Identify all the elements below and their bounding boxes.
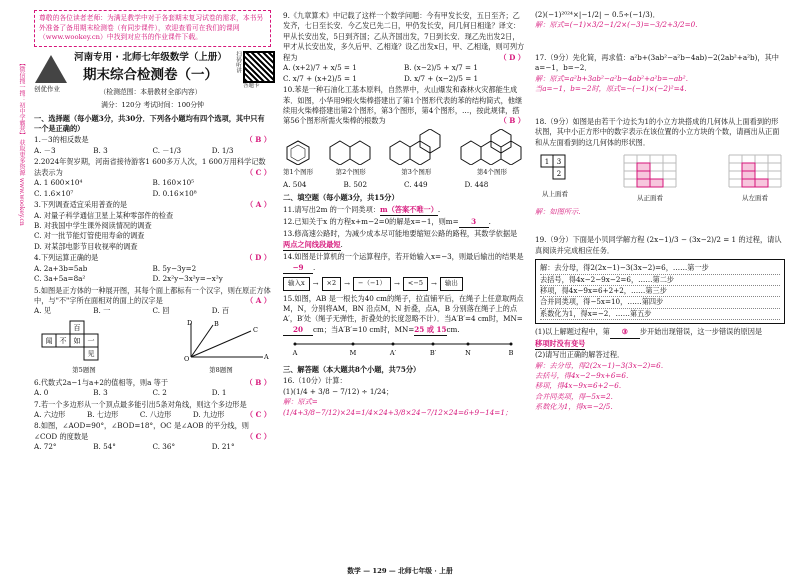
column-1 bbox=[34, 0, 271, 453]
fig-caption: 第3个图形 bbox=[401, 168, 432, 177]
option: D. 448 bbox=[464, 179, 489, 189]
question-18 bbox=[535, 117, 785, 218]
question-9: 9.《九章算术》中记载了这样一个数学问题：今有甲发长安，五日至齐；乙发齐，七日至长安．今乙发已先二日，甲仍发长安，问几何日相逢？译文：甲从长安出发，5日到齐国；乙从齐国出发，7日到长安．现乙先出发2日，甲才从长安出发，多久后甲、乙相逢？设乙出发x日，甲、乙相逢，则可列方程为 （ D ） A. (x+2)/7 + x/5 = 1 B. (x−2)/5 + x/7 = 1 C. x/7 + (x+2)/5 = 1 D. x/7 + (x−2)/5 = 1 bbox=[283, 11, 525, 83]
qr-side-label: 扫码听讲 bbox=[234, 50, 241, 73]
task-2: (2)请写出正确的解答过程． bbox=[535, 350, 625, 360]
flow-input: 输入x bbox=[283, 277, 310, 290]
option: C. 36° bbox=[152, 442, 176, 452]
option: C. －1/3 bbox=[152, 145, 182, 155]
option: B. 一 bbox=[93, 306, 111, 316]
option: C. x/7 + (x+2)/5 = 1 bbox=[283, 73, 357, 83]
option: D. 九边形 bbox=[192, 410, 225, 420]
q16-part-2: (2)(−1)²⁰²⁴×|−1/2| − 0.5÷(−1/3)． bbox=[535, 10, 660, 19]
answer: C bbox=[255, 431, 262, 441]
answer: B bbox=[255, 377, 262, 387]
stem: 10.苯是一种石油化工基本原料，自然界中，火山爆发和森林火灾都能生成苯．如图，小华用9根火柴棒搭建出了第1个图形代表的苯的结构简式，他继续用火柴棒搭建出第2个图形，第3个图形，第4个图形，…，按此规律，搭第56个图形所需火柴棒的根数为 bbox=[283, 85, 523, 126]
option: A. 见 bbox=[34, 306, 51, 316]
option: A. 504 bbox=[283, 179, 307, 189]
option: A. 1 600×10⁴ bbox=[34, 178, 83, 188]
part-1: (1)(1/4 + 3/8 − 7/12) ÷ 1/24； bbox=[283, 386, 394, 396]
option: B. 160×10⁵ bbox=[152, 178, 195, 188]
option: A. 72° bbox=[34, 442, 57, 452]
step: 系数化为1，得x=−2．……第五步 bbox=[540, 309, 780, 320]
step: 合并同类项，得−5x=10，……第四步 bbox=[540, 297, 780, 308]
section-1-heading: 一、选择题（每小题3分，共30分．下列各小题均有四个选项，其中只有一个是正确的） bbox=[34, 113, 265, 133]
cube-net-figure bbox=[34, 319, 134, 363]
answer: 移项时没有变号 bbox=[535, 339, 585, 350]
label-c: C bbox=[253, 325, 258, 334]
option: A. －3 bbox=[34, 145, 56, 155]
step: 解：去分母，得2(2x−1)−3(3x−2)=6，……第一步 bbox=[540, 263, 780, 274]
option: D. 百 bbox=[211, 306, 230, 316]
exam-meta: 满分：120分 考试时间：100分钟 bbox=[101, 100, 204, 109]
benzene-figures bbox=[283, 129, 525, 178]
point-label: N bbox=[465, 349, 471, 358]
view-caption: 从正面看 bbox=[637, 194, 663, 203]
qr-label: 答题卡 bbox=[242, 82, 260, 89]
net-cell: 不 bbox=[59, 336, 67, 345]
stem: 18.（9分）如图是由若干个边长为1的小立方块搭成的几何体从上面看到的形状图，其中小正方形中的数字表示在该位置的小立方块的个数，请画出从正面和从左面看到的这几何体的形状图． bbox=[535, 116, 780, 147]
solution-17b: 当a=−1，b=−2时，原式=−(−1)×(−2)²=4． bbox=[535, 84, 692, 94]
answer: D bbox=[509, 52, 516, 62]
step: 去括号，得4x−2−9x−2=6，……第二步 bbox=[540, 275, 780, 286]
question-12: 12.已知关于x 的方程x+m−2=0的解是x=−1，则m= 3 . bbox=[283, 217, 525, 228]
flow-step: −（−1） bbox=[353, 277, 391, 290]
question-15 bbox=[283, 294, 525, 337]
fig8-caption: 第8题图 bbox=[209, 366, 233, 375]
arrow-right-icon: → bbox=[394, 279, 400, 288]
arrow-right-icon: → bbox=[344, 279, 351, 288]
benzene-3-figure bbox=[388, 129, 444, 165]
stem-mid: cm；当A′B′=10 cm时，MN= bbox=[313, 324, 415, 334]
point-label: A bbox=[292, 349, 298, 358]
option: D. x/7 + (x−2)/5 = 1 bbox=[404, 73, 479, 83]
notice-banner: 尊敬的各位读者老师：为满足教学中对于各套期末复习试卷的需求，本书另外准备了备用期末检测卷（有同步课件），欢迎查看可在我们的课网（www.wookey.cn）中找到对应书的作业课件下载。 bbox=[34, 10, 271, 47]
answer: B bbox=[255, 135, 262, 145]
stem: 3.下列调查适宜采用普查的是 bbox=[34, 200, 128, 210]
page-title: 期末综合检测卷（一） bbox=[83, 67, 218, 84]
scope: （检测范围：本册教材全部内容） bbox=[99, 87, 202, 96]
solution-2: 解：原式=(−1)×3/2−1/2×(−3)=−3/2+3/2=0． bbox=[535, 20, 703, 30]
net-cell: 一 bbox=[87, 336, 95, 345]
option: C. 3a+5a=8a² bbox=[34, 274, 86, 284]
left-view-grid bbox=[725, 151, 785, 191]
flow-step: ×2 bbox=[322, 277, 342, 290]
answer: ③ bbox=[610, 327, 640, 338]
answer: C bbox=[255, 167, 262, 177]
option: B. (x−2)/5 + x/7 = 1 bbox=[404, 63, 478, 73]
option: B. 3 bbox=[93, 388, 108, 398]
stem: 6.代数式2a−1与a+2的值相等，则a 等于 bbox=[34, 377, 169, 387]
fig-caption: 第4个图形 bbox=[476, 168, 508, 177]
answer: A bbox=[255, 200, 262, 210]
option: D. 1/3 bbox=[211, 145, 234, 155]
option: B. 3 bbox=[93, 145, 108, 155]
question-8: 8.如图，∠AOD=90°，∠BOD=18°，OC 是∠AOB 的平分线，则∠COD 的度数是 （ C ） A. 72° B. 54° C. 36° D. 21° bbox=[34, 421, 271, 452]
stem: 5.如图是正方体的一种展开图，其每个面上都标有一个汉字，则在原正方体中，与"不"字所在面相对的面上的汉字是 bbox=[34, 285, 271, 305]
option: D. 0.16×10⁸ bbox=[152, 188, 197, 198]
grid-num: 1 bbox=[544, 157, 550, 166]
stem: 1.－3的相反数是 bbox=[34, 135, 89, 145]
view-caption: 从上面看 bbox=[542, 190, 568, 199]
stem: 13.修高速公路时，为减少成本尽可能地要缩短公路的路程，其数学依据是 bbox=[283, 229, 518, 239]
stem: 8.如图，∠AOD=90°，∠BOD=18°，OC 是∠AOB 的平分线，则∠COD 的度数是 bbox=[34, 421, 249, 441]
stem: 2.2024年贺岁期，河南省接待游客1 600多万人次，1 600万用科学记数法表示为 bbox=[34, 157, 266, 177]
question-16 bbox=[283, 376, 525, 418]
option: A. (x+2)/7 + x/5 = 1 bbox=[283, 63, 357, 73]
point-label: A′ bbox=[389, 349, 397, 358]
net-cell: 如 bbox=[73, 336, 81, 345]
pyramid-logo-icon bbox=[35, 55, 67, 83]
stem: 19.（9分）下面是小贝同学解方程 (2x−1)/3 − (3x−2)/2 = 1 的过程，请认真阅读并完成相应任务． bbox=[535, 235, 782, 255]
title-block bbox=[34, 51, 271, 98]
stem: 9.《九章算术》中记载了这样一个数学问题：今有甲发长安，五日至齐；乙发齐，七日至长安．今乙发已先二日，甲仍发长安，问几何日相逢？译文：甲从长安出发，5日到齐国；乙从齐国出发，7日到长安．现乙先出发2日，甲才从长安出发，多久后甲、乙相逢？设乙出发x日，甲、乙相逢，则可列方程为 bbox=[283, 11, 525, 62]
option: C. 1.6×10⁷ bbox=[34, 188, 74, 198]
page-footer: 数学 — 129 — 北师七年级 · 上册 bbox=[347, 567, 453, 575]
option: C. 对一批节能灯管使用寿命的调查 bbox=[34, 231, 145, 241]
question-6: （ B ） 6.代数式2a−1与a+2的值相等，则a 等于 A. 0 B. 3 C. 2 D. 1 bbox=[34, 377, 271, 398]
student-steps bbox=[535, 259, 785, 324]
option: C. 449 bbox=[404, 179, 428, 189]
answer: m（答案不唯一） bbox=[380, 205, 438, 216]
question-4: （ D ） 4.下列运算正确的是 A. 2a+3b=5ab B. 5y−3y=2 C. 3a+5a=8a² D. 2x²y−3x²y=−x²y bbox=[34, 253, 271, 284]
angle-figure bbox=[171, 319, 271, 363]
option: C. 八边形 bbox=[139, 410, 172, 420]
question-3: （ A ） 3.下列调查适宜采用普查的是 A. 对量子科学通信卫星上某种零部件的检查 B. 对我国中学生课外阅读情况的调查 C. 对一批节能灯管使用寿命的调查 D. 对某部电影节目收视率的调查 bbox=[34, 200, 271, 251]
option: B. 502 bbox=[343, 179, 368, 189]
column-3 bbox=[535, 10, 785, 413]
question-2: 2.2024年贺岁期，河南省接待游客1 600多万人次，1 600万用科学记数法表示为 （ C ） A. 1 600×10⁴ B. 160×10⁵ C. 1.6×10⁷ D. 0.16×10⁸ bbox=[34, 157, 271, 198]
answer: 25 或 15 bbox=[414, 325, 446, 336]
option: D. 1 bbox=[211, 388, 227, 398]
point-label: B′ bbox=[429, 349, 437, 358]
option: C. 2 bbox=[152, 388, 167, 398]
option: B. 七边形 bbox=[86, 410, 119, 420]
unit: cm. bbox=[446, 324, 460, 334]
logo-label: 创优作业 bbox=[34, 84, 60, 93]
column-2 bbox=[283, 10, 525, 418]
stem: 7.若一个多边形从一个顶点最多能引出5条对角线，则这个多边形是 bbox=[34, 399, 247, 409]
net-cell: 闻 bbox=[45, 336, 53, 345]
question-14: 14.如图是计算机的一个运算程序，若开始输入x=−3，则最后输出的结果是−9 . bbox=[283, 252, 525, 274]
answer: C bbox=[255, 410, 262, 420]
stem: 15.如图，AB 是一根长为40 cm的绳子，拉直铺平后，在绳子上任意取两点M，N，分别将AM，BN 沿点M，N 折叠，点A，B 分别落在绳子上的点A′，B′处（绳子无弹性，折叠处的长度忽略不计）．当A′B′=4 cm时，MN= bbox=[283, 293, 524, 324]
views-figure bbox=[535, 151, 785, 204]
logo bbox=[34, 51, 68, 98]
question-19 bbox=[535, 235, 785, 413]
question-5: 5.如图是正方体的一种展开图，其每个面上都标有一个汉字，则在原正方体中，与"不"字所在面相对的面上的汉字是 （ A ） A. 见 B. 一 C. 回 D. 百 bbox=[34, 285, 271, 316]
question-11: 11.请写出2m 的一个同类项：m（答案不唯一）. bbox=[283, 205, 525, 216]
stem: 16.（10分）计算： bbox=[283, 376, 347, 386]
benzene-2-figure bbox=[328, 139, 374, 165]
grid-num: 2 bbox=[556, 169, 562, 178]
figures-5-8 bbox=[34, 319, 271, 376]
fig-caption: 第2个图形 bbox=[335, 168, 366, 177]
label-d: D bbox=[187, 318, 193, 327]
rope-line-figure bbox=[283, 336, 523, 358]
option: D. 21° bbox=[211, 442, 235, 452]
net-cell: 百 bbox=[73, 323, 81, 332]
section-3-heading: 三、解答题（本大题共8个小题，共75分） bbox=[283, 364, 421, 374]
point-label: B bbox=[508, 349, 514, 358]
stem: 4.下列运算正确的是 bbox=[34, 253, 99, 263]
flow-condition: <−5 bbox=[403, 277, 428, 290]
option: D. 2x²y−3x²y=−x²y bbox=[152, 274, 223, 284]
option: A. 六边形 bbox=[34, 410, 66, 420]
solution-17a: 解：原式=a²b+3ab²−a²b−4ab²+a²b=−ab²． bbox=[535, 73, 693, 83]
question-17 bbox=[535, 53, 785, 95]
fig-caption: 第1个图形 bbox=[283, 168, 314, 177]
benzene-4-figure bbox=[459, 129, 525, 165]
option: C. 回 bbox=[152, 306, 170, 316]
solution-1: 解：原式=(1/4+3/8−7/12)×24=1/4×24+3/8×24−7/12×24=6+9−14=1； bbox=[283, 397, 513, 417]
qr-block[interactable] bbox=[233, 51, 271, 98]
stem: 11.请写出2m 的一个同类项： bbox=[283, 204, 380, 214]
series-region: 河南专用 · 北师七年级数学（上册） bbox=[74, 51, 227, 63]
answer: B bbox=[509, 116, 516, 126]
section-2-heading: 二、填空题（每小题3分，共15分） bbox=[283, 193, 399, 203]
side-watermark: 【微信搜一搜：初中学霸营】 获取更多资源 www.wookey.cn bbox=[18, 60, 25, 226]
net-cell: 见 bbox=[87, 349, 95, 358]
grid-num: 3 bbox=[556, 157, 562, 166]
answer: 3 bbox=[459, 217, 489, 228]
stem: 12.已知关于x 的方程x+m−2=0的解是x=−1，则m= bbox=[283, 216, 459, 226]
qr-code-icon[interactable] bbox=[243, 51, 275, 83]
label-o: O bbox=[184, 354, 190, 363]
question-7: 7.若一个多边形从一个顶点最多能引出5条对角线，则这个多边形是 （ C ） A. 六边形 B. 七边形 C. 八边形 D. 九边形 bbox=[34, 399, 271, 420]
answer: A bbox=[255, 296, 262, 305]
question-1: （ B ） 1.－3的相反数是 A. －3 B. 3 C. －1/3 D. 1/3 bbox=[34, 135, 271, 155]
label-b: B bbox=[214, 319, 219, 328]
option: A. 2a+3b=5ab bbox=[34, 263, 88, 273]
front-view-grid bbox=[620, 151, 680, 191]
top-view-grid bbox=[535, 151, 575, 187]
program-flow bbox=[283, 277, 525, 290]
question-10: 10.苯是一种石油化工基本原料，自然界中，火山爆发和森林火灾都能生成苯．如图，小华用9根火柴棒搭建出了第1个图形代表的苯的结构简式，他继续用火柴棒搭建出第2个图形，第3个图形，第4个图形，…，按此规律，搭第56个图形所需火柴棒的根数为 （ B ） bbox=[283, 85, 525, 126]
answer: 两点之间线段最短 bbox=[283, 240, 341, 251]
answer: 20 bbox=[283, 325, 313, 336]
stem: 17.（9分）先化简，再求值：a²b+(3ab²−a²b−4ab)−2(2ab²+a²b)，其中a=−1，b=−2． bbox=[535, 52, 779, 73]
step: 移项，得4x−9x=6+2+2，……第三步 bbox=[540, 286, 780, 297]
option: A. 0 bbox=[34, 388, 49, 398]
task-1: (1)以上解题过程中，第 ③ 步开始出现错误，这一步错误的原因是移项时没有变号 bbox=[535, 327, 785, 350]
arrow-right-icon: → bbox=[312, 279, 319, 288]
solution-18: 解：如图所示． bbox=[535, 206, 586, 216]
option: B. 54° bbox=[93, 442, 116, 452]
stem: 14.如图是计算机的一个运算程序，若开始输入x=−3，则最后输出的结果是 bbox=[283, 252, 524, 262]
view-caption: 从左面看 bbox=[742, 194, 768, 203]
question-13: 13.修高速公路时，为减少成本尽可能地要缩短公路的路程，其数学依据是两点之间线段最短. bbox=[283, 229, 525, 251]
point-label: M bbox=[349, 349, 357, 358]
option: A. 对量子科学通信卫星上某种零部件的检查 bbox=[34, 210, 174, 220]
benzene-1-figure bbox=[283, 139, 313, 165]
answer: D bbox=[255, 253, 262, 263]
solution-19: 解：去分母，得2(2x−1)−3(3x−2)=6． 去括号，得4x−2−9x+6=6． 移项，得4x−9x=6+2−6． 合并同类项，得−5x=2． 系数化为1，得x=−2/5． bbox=[535, 360, 668, 412]
option: B. 5y−3y=2 bbox=[152, 263, 197, 273]
flow-output: 输出 bbox=[440, 277, 463, 290]
option: D. 对某部电影节目收视率的调查 bbox=[34, 241, 138, 251]
option: B. 对我国中学生课外阅读情况的调查 bbox=[34, 220, 152, 230]
arrow-right-icon: → bbox=[430, 279, 437, 288]
answer: −9 bbox=[283, 263, 313, 274]
label-a: A bbox=[264, 352, 269, 361]
fig5-caption: 第5题图 bbox=[72, 366, 96, 375]
